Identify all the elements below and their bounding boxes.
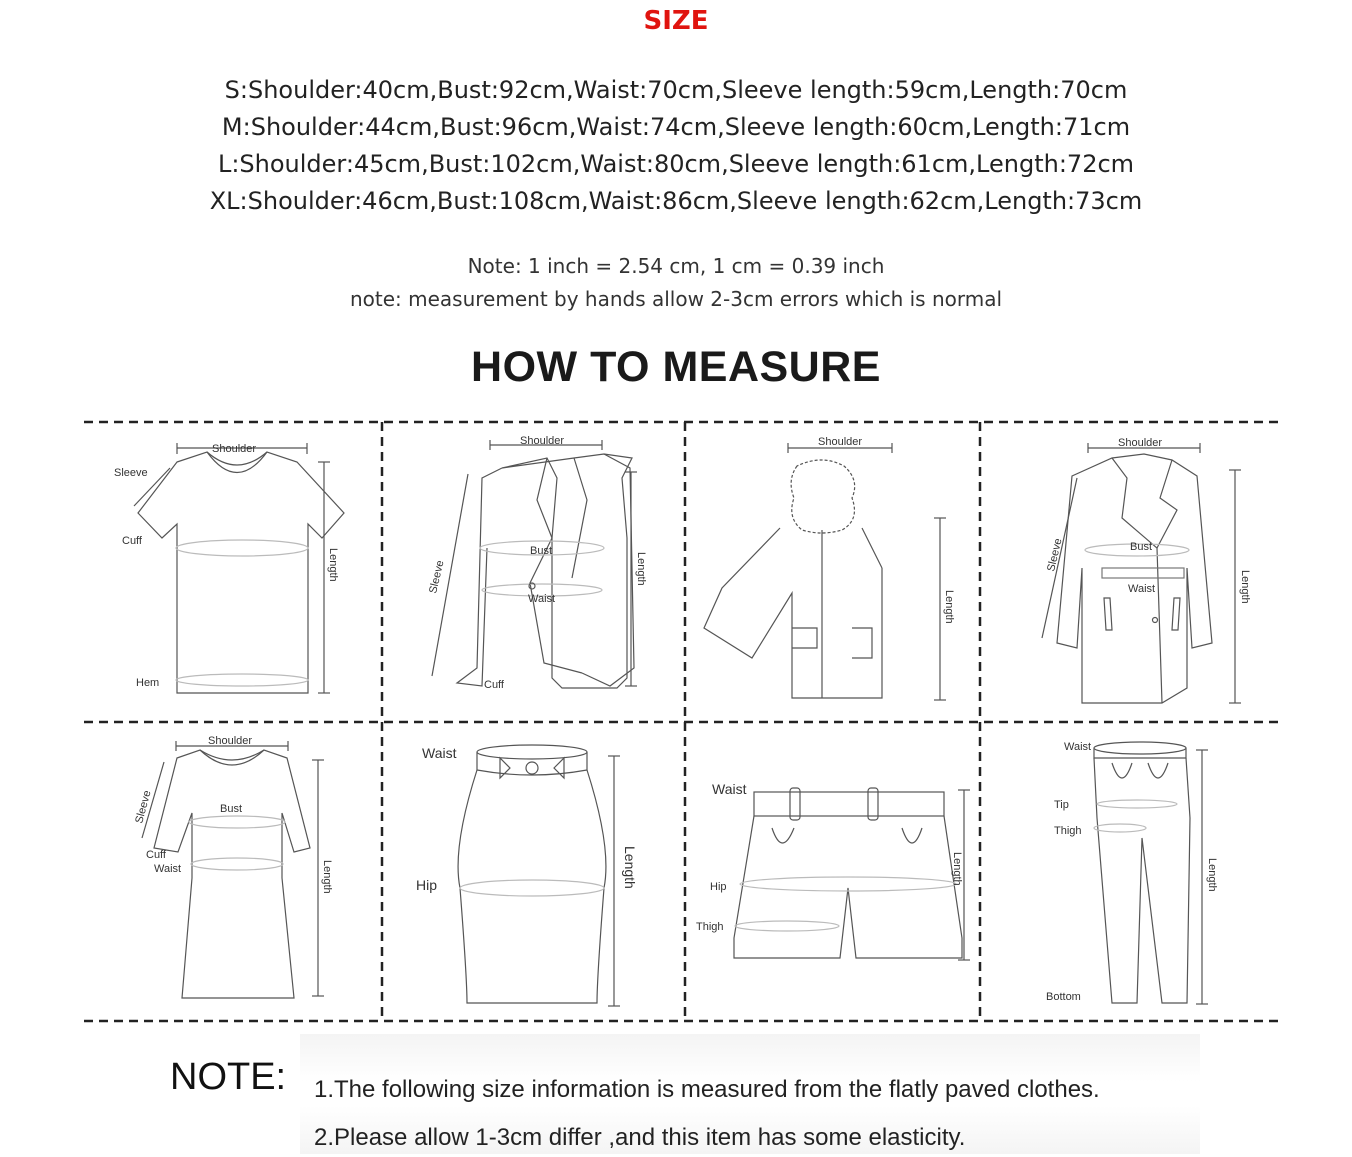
pants-waist-label: Waist: [1064, 741, 1092, 753]
shorts-hip-label: Hip: [710, 881, 727, 893]
tshirt-illustration: [134, 443, 344, 693]
size-line-l: L:Shoulder:45cm,Bust:102cm,Waist:80cm,Sleeve length:61cm,Length:72cm: [217, 150, 1135, 178]
size-line-xl: XL:Shoulder:46cm,Bust:108cm,Waist:86cm,Sleeve length:62cm,Length:73cm: [209, 187, 1143, 215]
trench-length-label: Length: [1239, 570, 1251, 604]
dress-waist-label: Waist: [154, 863, 182, 875]
dress-length-label: Length: [321, 860, 333, 894]
tshirt-shoulder-label: Shoulder: [212, 443, 257, 455]
measure-grid-svg: [82, 418, 1286, 1028]
skirt-labels: [416, 745, 638, 893]
pants-labels: [1046, 741, 1218, 1003]
tshirt-cuff-label: Cuff: [122, 535, 142, 547]
note-heading: NOTE:: [170, 1056, 287, 1098]
shorts-waist-label: Waist: [712, 781, 747, 797]
dress-cuff-label: Cuff: [146, 849, 166, 861]
size-chart-lines: [0, 72, 1352, 220]
blazer-length-label: Length: [635, 552, 647, 586]
pants-tip-label: Tip: [1054, 799, 1069, 811]
dress-shoulder-label: Shoulder: [208, 735, 253, 747]
blazer-labels: [427, 435, 647, 691]
shorts-thigh-label: Thigh: [696, 921, 724, 933]
trench-bust-label: Bust: [1130, 541, 1153, 553]
how-to-measure-title: HOW TO MEASURE: [471, 343, 881, 391]
trench-shoulder-label: Shoulder: [1118, 437, 1163, 449]
how-to-measure-diagram: [82, 418, 1286, 1028]
skirt-hip-label: Hip: [416, 877, 438, 893]
pants-illustration: [1094, 742, 1208, 1004]
skirt-illustration: [458, 745, 620, 1006]
blazer-cuff-label: Cuff: [484, 679, 504, 691]
note-item-2: 2.Please allow 1-3cm differ ,and this item has some elasticity.: [314, 1124, 966, 1151]
shorts-labels: [696, 781, 963, 933]
trench-coat-labels: [1045, 437, 1251, 604]
size-line-s: S:Shoulder:40cm,Bust:92cm,Waist:70cm,Sleeve length:59cm,Length:70cm: [224, 76, 1128, 104]
blazer-sleeve-label: Sleeve: [427, 559, 447, 595]
inch-cm-note: Note: 1 inch = 2.54 cm, 1 cm = 0.39 inch: [467, 254, 885, 278]
pants-bottom-label: Bottom: [1046, 991, 1081, 1003]
conversion-notes: [0, 250, 1352, 316]
tshirt-sleeve-label: Sleeve: [114, 467, 148, 479]
shorts-length-label: Length: [951, 852, 963, 886]
trench-coat-illustration: [1042, 443, 1241, 703]
blazer-bust-label: Bust: [530, 545, 553, 557]
dress-bust-label: Bust: [220, 803, 243, 815]
fur-coat-illustration: [704, 443, 946, 700]
skirt-length-label: Length: [622, 846, 638, 889]
shorts-illustration: [734, 788, 970, 960]
dress-sleeve-label: Sleeve: [133, 789, 154, 825]
tshirt-labels: [114, 443, 339, 689]
size-line-m: M:Shoulder:44cm,Bust:96cm,Waist:74cm,Sleeve length:60cm,Length:71cm: [221, 113, 1131, 141]
trench-waist-label: Waist: [1128, 583, 1156, 595]
skirt-waist-label: Waist: [422, 745, 457, 761]
blazer-illustration: [432, 440, 637, 688]
tshirt-length-label: Length: [327, 548, 339, 582]
note-items: [314, 1066, 1100, 1157]
fur-coat-length-label: Length: [943, 590, 955, 624]
pants-length-label: Length: [1206, 858, 1218, 892]
note-section: [162, 1034, 1282, 1154]
trench-sleeve-label: Sleeve: [1045, 537, 1065, 573]
tshirt-hem-label: Hem: [136, 677, 160, 689]
fur-coat-labels: [818, 436, 955, 624]
blazer-waist-label: Waist: [528, 593, 556, 605]
pants-thigh-label: Thigh: [1054, 825, 1082, 837]
dashed-grid: [84, 422, 1284, 1021]
size-title: SIZE: [643, 6, 709, 36]
blazer-shoulder-label: Shoulder: [520, 435, 565, 447]
note-item-1: 1.The following size information is measured from the flatly paved clothes.: [314, 1076, 1100, 1103]
hand-measure-note: note: measurement by hands allow 2-3cm errors which is normal: [349, 287, 1003, 311]
fur-coat-shoulder-label: Shoulder: [818, 436, 863, 448]
